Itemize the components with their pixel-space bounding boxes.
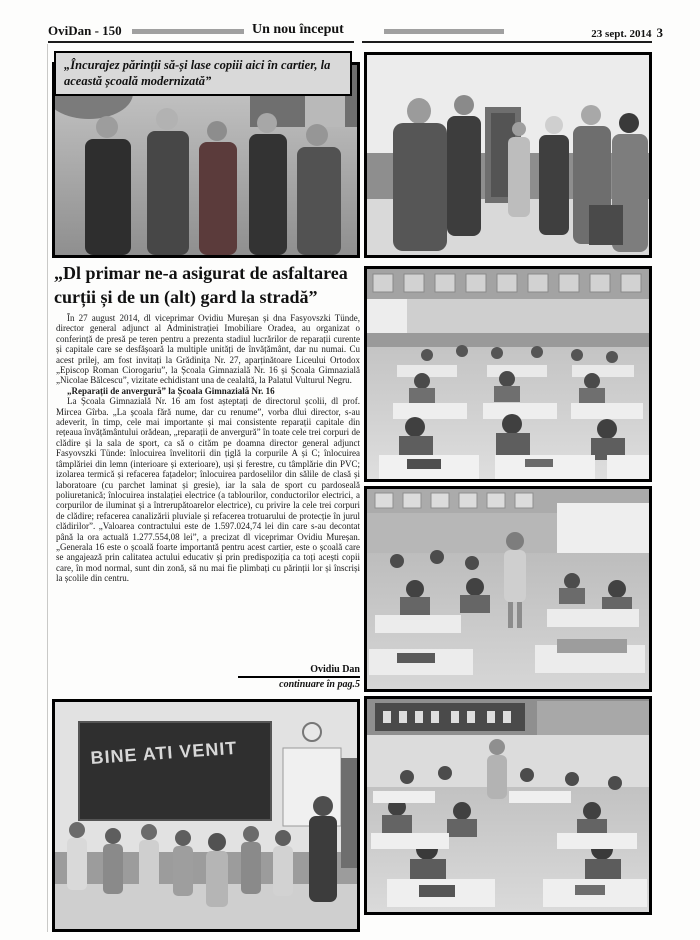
article-body xyxy=(56,313,360,665)
article-subhead: „Reparații de anvergură” la Școala Gimnazială Nr. 16 xyxy=(67,385,275,396)
photo-classroom-front-art xyxy=(367,269,649,479)
photo-classroom-teacher-art xyxy=(367,489,649,689)
pull-quote-box: „Încurajez părinții să-și lase copiii aici în cartier, la această școală modernizată” xyxy=(54,51,352,96)
photo-classroom-working xyxy=(364,696,652,915)
photo-classroom-working-art xyxy=(367,699,649,912)
edition-title: Un nou început xyxy=(252,22,344,37)
page-fold-line xyxy=(47,44,48,932)
header-bar-left xyxy=(132,29,244,34)
byline-rule xyxy=(238,676,360,678)
paragraph-2: La Școala Gimnazială Nr. 16 am fost așteptați de directorul școlii, dl prof. Mircea Gîrba. „La școala fără nume, dar cu renume”, vorba dlui director, s-au adeverit, în timp, cele mai importante și mai consistente reparații capitale din rețeaua învățământului orădean, „reparații de anvergură” în toate cele trei corpuri de clădire și la sala de sport, ca să o cităm pe doamna director general adjunct Fasyovszki Tünde: înlocuirea învelitorii din țiglă la corpurile A și C; înlocuirea tâmplăriei din lemn (interioare și exterioare), uși și ferestre, cu tâmplărie din PVC; izolarea termică și refacerea fațadelor; înlocuirea pardoselilor din sălile de clasă și laboratoare (cu parchet laminat și gresie), iar la sala de sport cu pardoseală poliuretanică; înlocuirea instalației electrice (a tablourilor, conductorilor electrici, a corpurilor de iluminat și a întrerupătoarelor electrice), cu privire la cele trei corpuri de clădire; refacerea canalizării pluviale și refacerea trotuarului de protecție în jurul clădirilor”. „Valoarea contractului este de 1.597.024,74 lei din care s-au decontat până la ora actuală 1.277.554,08 lei”, a precizat dl viceprimar Ovidiu Mureșan. „Generala 16 este o școală foarte importantă pentru acest cartier, este o școală care se angajează prin calitatea actului educativ și prin predispoziția ca toți acești copii care, în mod normal, sunt din zonă, să nu mai fie plimbați cu părinții lor și înscriși la școlile din centru. xyxy=(56,396,360,584)
photo-classroom-welcome-art xyxy=(55,702,357,929)
issue-date: 23 sept. 2014 xyxy=(591,28,652,40)
byline: Ovidiu Dan xyxy=(310,664,360,675)
photo-classroom-teacher xyxy=(364,486,652,692)
header-bar-right xyxy=(384,29,504,34)
wall-artworks xyxy=(373,274,641,292)
paragraph-1: În 27 august 2014, dl viceprimar Ovidiu Mureșan și dna Fasyovszki Tünde, director general adjunct al Administrației Imobiliare Oradea, au organizat o conferință de presă pe teren pentru a prezenta stadiul lucrărilor de reparații curente și capitale care se desfășoară la multiple unități de învățământ, dar nu numai. Cu acest prilej, am fost invitați la Grădinița Nr. 27, aparținătoare Liceului Ortodox „Episcop Roman Ciorogariu”, la Școala Gimnazială Nr. 16 și Școala Gimnazială „Nicolae Bălcescu”, vizitate echidistant una de cealaltă, la Palatul Vulturul Negru. xyxy=(56,313,360,386)
date-and-page xyxy=(591,25,663,41)
photo-hallway-art xyxy=(367,55,649,255)
welcome-banner-text: BINE ATI VENIT xyxy=(89,737,238,768)
photo-hallway-visit xyxy=(364,52,652,258)
masthead: OviDan - 150 xyxy=(48,23,122,38)
header-rule-right xyxy=(362,41,652,43)
desks-far xyxy=(397,365,634,377)
photo-classroom-welcome xyxy=(52,699,360,932)
signature-block xyxy=(56,664,360,690)
photo-classroom-front xyxy=(364,266,652,482)
continuation-note: continuare în pag.5 xyxy=(279,679,360,690)
page-number: 3 xyxy=(656,25,663,40)
article-headline: „Dl primar ne-a asigurat de asfaltarea curții și de un (alt) gard la stradă” xyxy=(54,263,348,307)
header-rule-left xyxy=(48,41,354,43)
teacher-figure xyxy=(487,739,507,799)
